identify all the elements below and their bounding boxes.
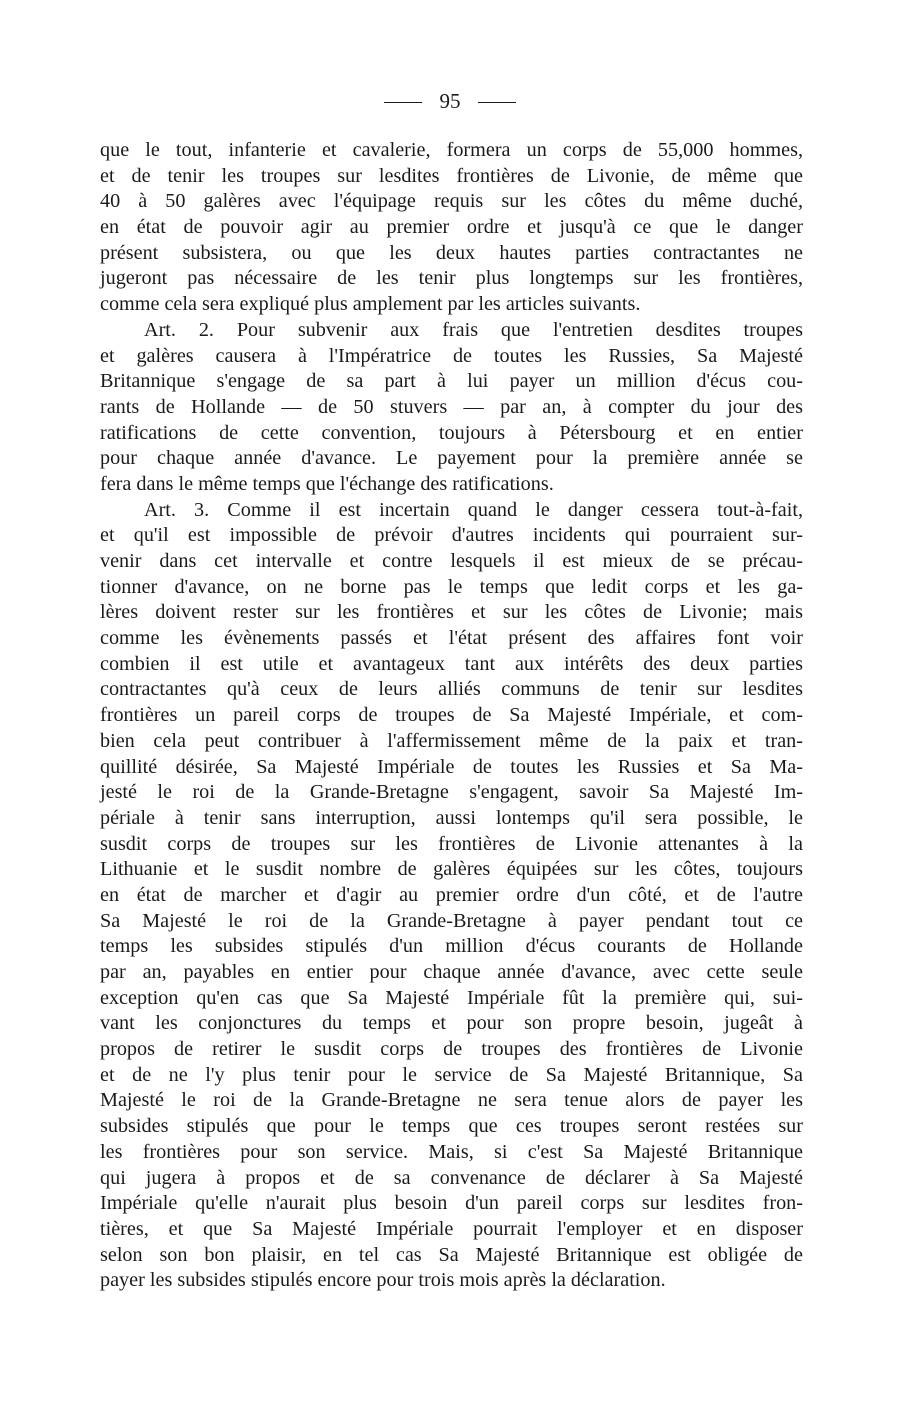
text-line: que le tout, infanterie et cavalerie, formera un corps de 55,000 hommes, xyxy=(100,139,803,161)
text-line: Art. 2. Pour subvenir aux frais que l'entretien desdites troupes xyxy=(144,318,803,341)
text-line: les frontières pour son service. Mais, si c'est Sa Majesté Britannique xyxy=(100,1140,803,1163)
text-line: et de tenir les troupes sur lesdites frontières de Livonie, de même que xyxy=(100,164,803,187)
text-line: bien cela peut contribuer à l'affermissement même de la paix et tran- xyxy=(100,729,803,752)
text-line: tières, et que Sa Majesté Impériale pourrait l'employer et en disposer xyxy=(100,1217,803,1240)
text-line: tionner d'avance, on ne borne pas le temps que ledit corps et les ga- xyxy=(100,575,803,598)
text-line: Lithuanie et le susdit nombre de galères équipées sur les côtes, toujours xyxy=(100,858,803,881)
text-line: et de ne l'y plus tenir pour le service de Sa Majesté Britannique, Sa xyxy=(100,1063,803,1086)
text-line: Impériale qu'elle n'aurait plus besoin d'un pareil corps sur lesdites fron- xyxy=(100,1192,803,1215)
header-rule-right xyxy=(478,102,516,103)
page-body xyxy=(100,138,803,1294)
text-line: susdit corps de troupes sur les frontières de Livonie attenantes à la xyxy=(100,832,803,855)
text-line: jesté le roi de la Grande-Bretagne s'engagent, savoir Sa Majesté Im- xyxy=(100,781,803,804)
text-line: exception qu'en cas que Sa Majesté Impériale fût la première qui, sui- xyxy=(100,986,803,1009)
header-rule-left xyxy=(384,102,422,103)
text-line: payer les subsides stipulés encore pour trois mois après la déclaration. xyxy=(100,1269,666,1292)
text-line: par an, payables en entier pour chaque année d'avance, avec cette seule xyxy=(100,961,803,983)
text-line: contractantes qu'à ceux de leurs alliés communs de tenir sur lesdites xyxy=(100,678,803,701)
text-line: rants de Hollande — de 50 stuvers — par an, à compter du jour des xyxy=(100,395,803,418)
page-number: 95 xyxy=(439,89,461,113)
text-line: Majesté le roi de la Grande-Bretagne ne sera tenue alors de payer les xyxy=(100,1089,803,1112)
text-line: propos de retirer le susdit corps de troupes des frontières de Livonie xyxy=(100,1038,803,1061)
text-line: et galères causera à l'Impératrice de toutes les Russies, Sa Majesté xyxy=(100,344,803,367)
text-line: fera dans le même temps que l'échange des ratifications. xyxy=(100,472,554,495)
text-line: venir dans cet intervalle et contre lesquels il est mieux de se précau- xyxy=(100,550,803,572)
text-line: quillité désirée, Sa Majesté Impériale de toutes les Russies et Sa Ma- xyxy=(100,755,803,778)
text-line: ratifications de cette convention, toujours à Pétersbourg et en entier xyxy=(100,421,803,444)
text-line: comme cela sera expliqué plus amplement par les articles suivants. xyxy=(100,293,641,316)
page-header xyxy=(0,88,900,114)
text-line: qui jugera à propos et de sa convenance de déclarer à Sa Majesté xyxy=(100,1166,803,1189)
text-line: en état de pouvoir agir au premier ordre et jusqu'à ce que le danger xyxy=(100,216,803,239)
text-line: périale à tenir sans interruption, aussi lontemps qu'il sera possible, le xyxy=(100,806,803,829)
text-line: pour chaque année d'avance. Le payement pour la première année se xyxy=(100,447,803,470)
text-line: lères doivent rester sur les frontières et sur les côtes de Livonie; mais xyxy=(100,601,803,624)
text-line: subsides stipulés que pour le temps que ces troupes seront restées sur xyxy=(100,1115,803,1138)
text-line: vant les conjonctures du temps et pour son propre besoin, jugeât à xyxy=(100,1012,803,1035)
text-line: Britannique s'engage de sa part à lui payer un million d'écus cou- xyxy=(100,370,803,393)
text-line: frontières un pareil corps de troupes de Sa Majesté Impériale, et com- xyxy=(100,704,803,727)
text-line: comme les évènements passés et l'état présent des affaires font voir xyxy=(100,627,803,650)
text-line: et qu'il est impossible de prévoir d'autres incidents qui pourraient sur- xyxy=(100,524,803,547)
text-line: Art. 3. Comme il est incertain quand le danger cessera tout-à-fait, xyxy=(144,498,803,521)
text-line: Sa Majesté le roi de la Grande-Bretagne à payer pendant tout ce xyxy=(100,909,803,932)
text-line: 40 à 50 galères avec l'équipage requis sur les côtes du même duché, xyxy=(100,190,803,213)
text-line: temps les subsides stipulés d'un million d'écus courants de Hollande xyxy=(100,935,803,958)
text-line: en état de marcher et d'agir au premier ordre d'un côté, et de l'autre xyxy=(100,883,803,906)
text-line: selon son bon plaisir, en tel cas Sa Majesté Britannique est obligée de xyxy=(100,1243,803,1266)
text-line: jugeront pas nécessaire de les tenir plus longtemps sur les frontières, xyxy=(100,267,803,290)
text-line: présent subsistera, ou que les deux hautes parties contractantes ne xyxy=(100,241,803,264)
text-line: combien il est utile et avantageux tant aux intérêts des deux parties xyxy=(100,652,803,675)
